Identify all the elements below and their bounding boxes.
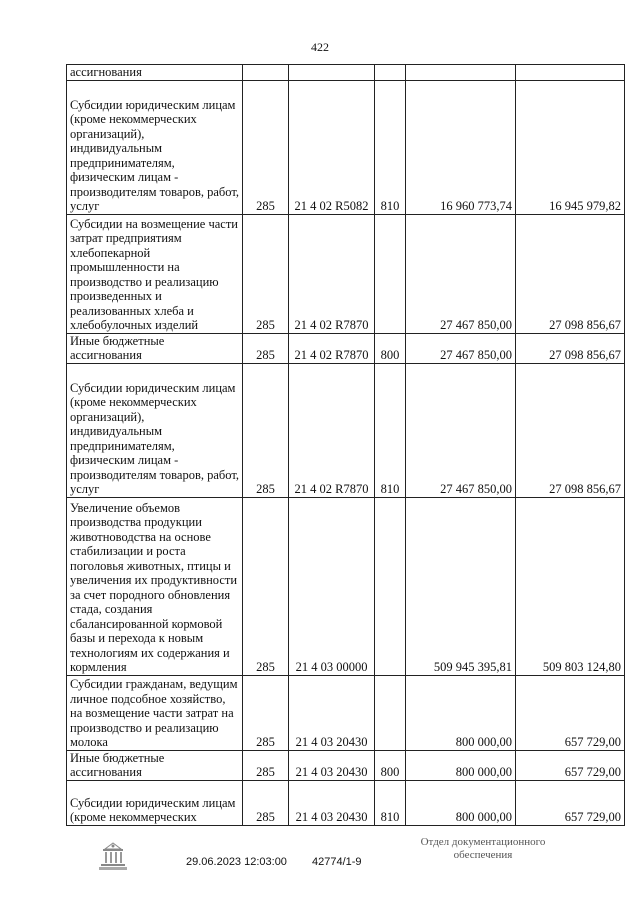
row-csr: 21 4 02 R7870 — [289, 214, 375, 333]
row-name: Иные бюджетные ассигнования — [67, 750, 243, 780]
row-value-1: 509 945 395,81 — [406, 497, 516, 675]
row-name: Субсидии юридическим лицам (кроме некоммерческих организаций), индивидуальным предпринимателям, физическим лицам - производителям товаров, работ, услуг — [67, 363, 243, 497]
row-value-2: 657 729,00 — [516, 750, 625, 780]
row-code: 285 — [243, 363, 289, 497]
table-row — [67, 65, 625, 81]
row-value-2: 27 098 856,67 — [516, 214, 625, 333]
row-value-2: 657 729,00 — [516, 780, 625, 825]
row-value-2: 27 098 856,67 — [516, 333, 625, 363]
row-csr: 21 4 03 20430 — [289, 675, 375, 750]
row-vr: 800 — [375, 333, 406, 363]
row-vr: 810 — [375, 80, 406, 214]
row-code — [243, 65, 289, 81]
row-value-1 — [406, 65, 516, 81]
row-name: ассигнования — [67, 65, 243, 81]
government-building-logo-icon — [96, 840, 130, 874]
row-name: Увеличение объемов производства продукции животноводства на основе стабилизации и роста поголовья животных, птицы и увеличения их продуктивности за счет породного обновления стада, создания сбалансированной кормовой базы и перехода к новым технологиям их содержания и кормления — [67, 497, 243, 675]
row-name: Иные бюджетные ассигнования — [67, 333, 243, 363]
department-stamp — [404, 836, 562, 862]
table-row — [67, 675, 625, 750]
table-row — [67, 214, 625, 333]
table-row — [67, 750, 625, 780]
table-row — [67, 780, 625, 825]
row-vr — [375, 497, 406, 675]
row-name: Субсидии юридическим лицам (кроме некоммерческих организаций), индивидуальным предпринимателям, физическим лицам - производителям товаров, работ, услуг — [67, 80, 243, 214]
row-csr: 21 4 03 20430 — [289, 780, 375, 825]
row-name: Субсидии гражданам, ведущим личное подсобное хозяйство, на возмещение части затрат на производство и реализацию молока — [67, 675, 243, 750]
table-row — [67, 363, 625, 497]
department-line-2: обеспечения — [453, 849, 513, 861]
row-value-2: 16 945 979,82 — [516, 80, 625, 214]
row-value-2 — [516, 65, 625, 81]
row-value-1: 27 467 850,00 — [406, 214, 516, 333]
row-vr — [375, 65, 406, 81]
row-csr: 21 4 03 00000 — [289, 497, 375, 675]
row-value-1: 27 467 850,00 — [406, 333, 516, 363]
row-code: 285 — [243, 80, 289, 214]
row-vr: 810 — [375, 363, 406, 497]
row-value-2: 657 729,00 — [516, 675, 625, 750]
row-code: 285 — [243, 780, 289, 825]
table-row — [67, 497, 625, 675]
row-value-1: 800 000,00 — [406, 780, 516, 825]
department-line-1: Отдел документационного — [420, 836, 546, 848]
row-name: Субсидии на возмещение части затрат предприятиям хлебопекарной промышленности на производство и реализацию произведенных и реализованных хлеба и хлебобулочных изделий — [67, 214, 243, 333]
row-code: 285 — [243, 214, 289, 333]
row-value-1: 16 960 773,74 — [406, 80, 516, 214]
stamp-document-id: 42774/1-9 — [312, 856, 362, 868]
row-vr: 810 — [375, 780, 406, 825]
table-row — [67, 80, 625, 214]
row-vr — [375, 214, 406, 333]
row-code: 285 — [243, 333, 289, 363]
row-value-2: 27 098 856,67 — [516, 363, 625, 497]
row-csr: 21 4 02 R7870 — [289, 333, 375, 363]
page-number: 422 — [311, 40, 329, 54]
row-value-2: 509 803 124,80 — [516, 497, 625, 675]
row-code: 285 — [243, 675, 289, 750]
budget-table — [66, 64, 625, 826]
footer — [0, 830, 640, 890]
row-csr: 21 4 02 R7870 — [289, 363, 375, 497]
row-code: 285 — [243, 497, 289, 675]
row-csr: 21 4 02 R5082 — [289, 80, 375, 214]
row-code: 285 — [243, 750, 289, 780]
row-vr: 800 — [375, 750, 406, 780]
row-csr — [289, 65, 375, 81]
row-value-1: 800 000,00 — [406, 675, 516, 750]
stamp-timestamp: 29.06.2023 12:03:00 — [186, 856, 287, 868]
row-csr: 21 4 03 20430 — [289, 750, 375, 780]
row-name: Субсидии юридическим лицам (кроме некоммерческих — [67, 780, 243, 825]
row-value-1: 800 000,00 — [406, 750, 516, 780]
table-row — [67, 333, 625, 363]
row-value-1: 27 467 850,00 — [406, 363, 516, 497]
row-vr — [375, 675, 406, 750]
